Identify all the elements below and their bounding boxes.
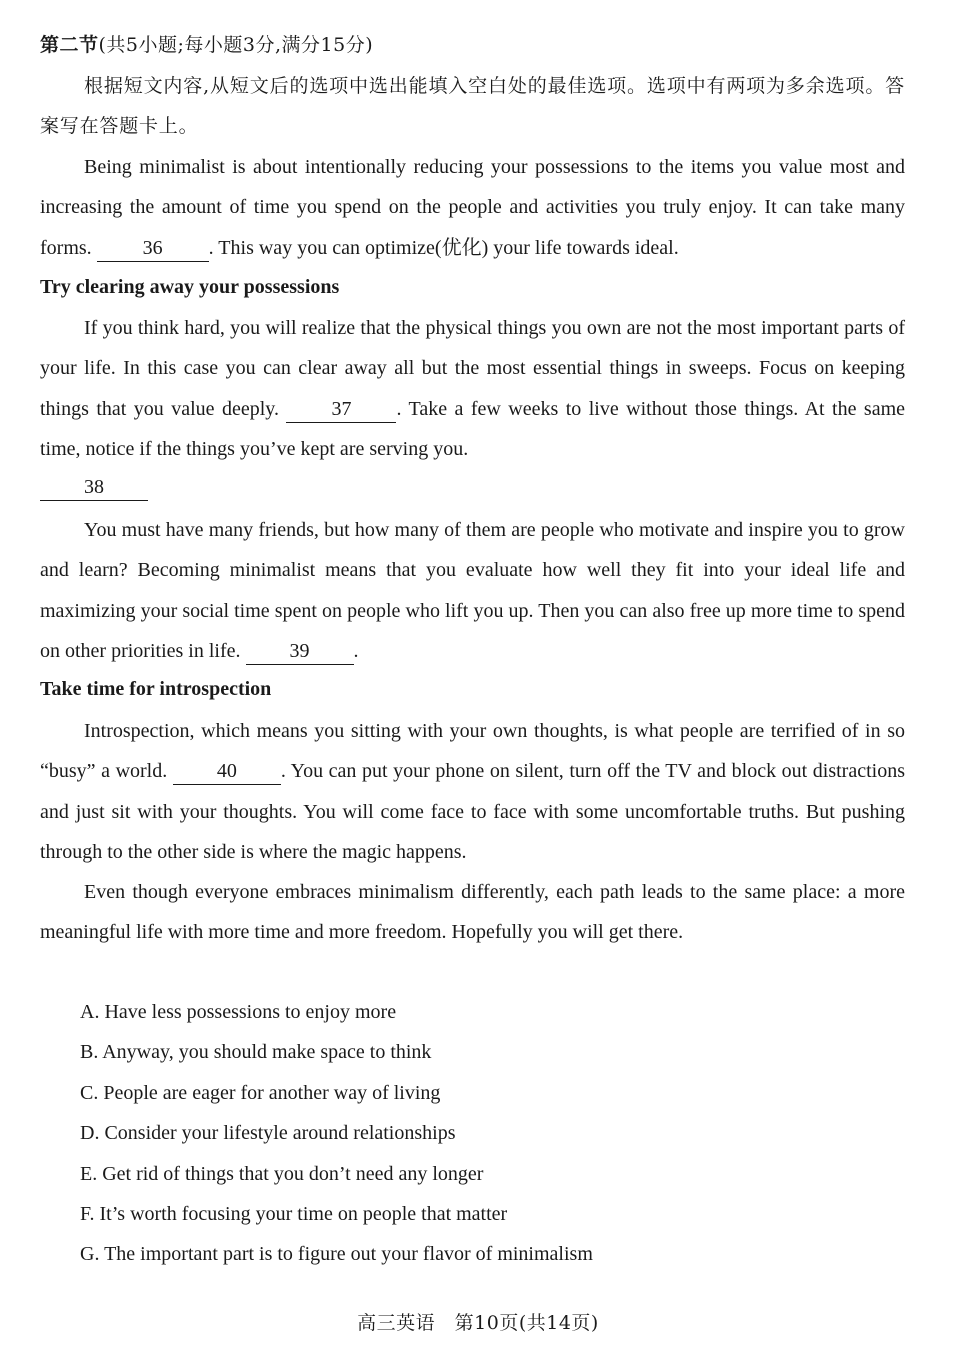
option-c: C. People are eager for another way of living bbox=[80, 1081, 441, 1104]
blank-39: 39 bbox=[246, 638, 354, 665]
paragraph-2-text-end: . Take a few weeks to live without those things. At the same time, notice if the things you’ve kept are serving you. bbox=[40, 397, 906, 460]
blank-37: 37 bbox=[286, 396, 396, 423]
section-note: (共5小题;每小题3分,满分15分) bbox=[98, 34, 374, 56]
paragraph-4-text: Introspection, which means you sitting with your own thoughts, is what people are terrified of in so “busy” a world. bbox=[40, 720, 905, 783]
paragraph-5: Even though everyone embraces minimalism differently, each path leads to the same place: a more meaningful life with more time and more freedom. Hopefully you will get there. bbox=[40, 881, 905, 944]
blank-38: 38 bbox=[40, 474, 148, 501]
blank-38-line bbox=[40, 474, 148, 501]
option-e: E. Get rid of things that you don’t need any longer bbox=[80, 1162, 484, 1185]
paragraph-1-text: Being minimalist is about intentionally reducing your possessions to the items you value most and increasing the amount of time you spend on the people and activities you truly enjoy. It can take many forms. bbox=[40, 156, 905, 259]
instructions: 根据短文内容,从短文后的选项中选出能填入空白处的最佳选项。选项中有两项为多余选项。答案写在答题卡上。 bbox=[40, 75, 905, 138]
option-g: G. The important part is to figure out your flavor of minimalism bbox=[80, 1243, 593, 1266]
paragraph-3 bbox=[40, 510, 905, 671]
paragraph-4 bbox=[40, 711, 905, 872]
heading-clearing-possessions: Try clearing away your possessions bbox=[40, 276, 340, 298]
option-b: B. Anyway, you should make space to think bbox=[80, 1041, 432, 1064]
blank-40: 40 bbox=[173, 758, 281, 785]
option-a: A. Have less possessions to enjoy more bbox=[80, 1001, 397, 1023]
paragraph-1-text-end: . This way you can optimize(优化) your life towards ideal. bbox=[208, 236, 679, 259]
section-header bbox=[40, 30, 373, 57]
option-d: D. Consider your lifestyle around relationships bbox=[80, 1122, 456, 1145]
paragraph-2 bbox=[40, 308, 905, 469]
page-footer: 高三英语 第10页(共14页) bbox=[357, 1312, 599, 1334]
section-title: 第二节 bbox=[40, 34, 99, 56]
paragraph-4-text-end: . You can put your phone on silent, turn off the TV and block out distractions and just sit with your thoughts. You will come face to face with some uncomfortable truths. But pushing through to the other side is where the magic happens. bbox=[40, 760, 905, 863]
option-f: F. It’s worth focusing your time on people that matter bbox=[80, 1203, 508, 1226]
heading-introspection: Take time for introspection bbox=[40, 678, 272, 700]
options-list bbox=[80, 992, 593, 1275]
paragraph-3-text-end: . bbox=[353, 639, 359, 662]
paragraph-1 bbox=[40, 147, 905, 268]
blank-36: 36 bbox=[97, 235, 209, 262]
paragraph-3-text: You must have many friends, but how many of them are people who motivate and inspire you to grow and learn? Becoming minimalist means that you evaluate how well they fit into your ideal life and maximizing your social time spent on people who lift you up. Then you can also free up more time to spend on other priorities in life. bbox=[40, 519, 905, 662]
paragraph-2-text: If you think hard, you will realize that the physical things you own are not the most important parts of your life. In this case you can clear away all but the most essential things in sweeps. Focus on keeping things that you value deeply. bbox=[40, 317, 905, 420]
